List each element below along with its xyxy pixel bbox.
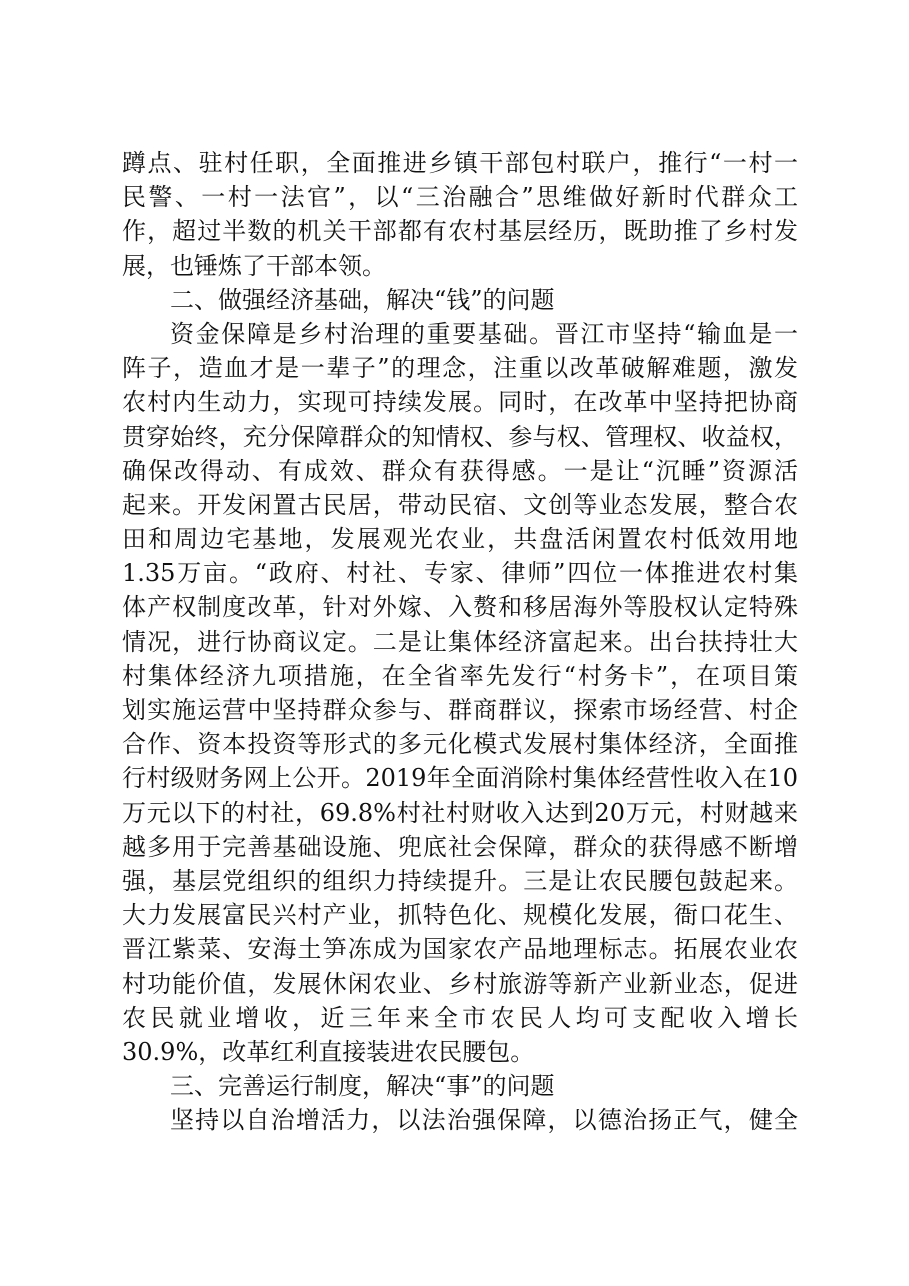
text-line: 村集体经济九项措施，在全省率先发行“村务卡”，在项目策 [122, 661, 798, 690]
text-line: 展，也锤炼了干部本领。 [122, 251, 386, 280]
text-line: 起来。开发闲置古民居，带动民宿、文创等业态发展，整合农 [122, 490, 798, 519]
text-line: 1.35万亩。“政府、村社、专家、律师”四位一体推进农村集 [122, 559, 798, 588]
text-line: 田和周边宅基地，发展观光农业，共盘活闲置农村低效用地 [122, 525, 798, 554]
text-line: 划实施运营中坚持群众参与、群商群议，探索市场经营、村企 [122, 696, 798, 724]
section-heading [122, 283, 798, 317]
paragraph [122, 1103, 798, 1137]
text-line: 农民就业增收，近三年来全市农民人均可支配收入增长 [122, 1003, 798, 1032]
text-line: 合作、资本投资等形式的多元化模式发展村集体经济，全面推 [122, 730, 798, 759]
heading-text: 二、做强经济基础，解决“钱”的问题 [170, 285, 555, 314]
paragraph [122, 146, 798, 283]
text-line: 阵子，造血才是一辈子”的理念，注重以改革破解难题，激发 [122, 354, 798, 383]
text-line: 强，基层党组织的组织力持续提升。三是让农民腰包鼓起来。 [122, 866, 798, 895]
text-line: 行村级财务网上公开。2019年全面消除村集体经营性收入在10 [122, 764, 798, 793]
text-line: 越多用于完善基础设施、兜底社会保障，群众的获得感不断增 [122, 832, 798, 861]
text-line: 确保改得动、有成效、群众有获得感。一是让“沉睡”资源活 [122, 456, 798, 485]
text-line: 万元以下的村社，69.8%村社村财收入达到20万元，村财越来 [122, 798, 798, 827]
document-page [122, 146, 798, 1137]
section-heading [122, 1069, 798, 1103]
text-line: 作，超过半数的机关干部都有农村基层经历，既助推了乡村发 [122, 217, 798, 246]
text-line: 体产权制度改革，针对外嫁、入赘和移居海外等股权认定特殊 [122, 593, 798, 622]
text-line: 坚持以自治增活力，以法治强保障，以德治扬正气，健全 [170, 1106, 798, 1135]
text-line: 晋江紫菜、安海土笋冻成为国家农产品地理标志。拓展农业农 [122, 935, 798, 964]
text-line: 村功能价值，发展休闲农业、乡村旅游等新产业新业态，促进 [122, 969, 798, 998]
text-line: 民警、一村一法官”，以“三治融合”思维做好新时代群众工 [122, 183, 798, 212]
text-line: 情况，进行协商议定。二是让集体经济富起来。出台扶持壮大 [122, 627, 798, 656]
text-line: 贯穿始终，充分保障群众的知情权、参与权、管理权、收益权， [122, 422, 798, 451]
heading-text: 三、完善运行制度，解决“事”的问题 [170, 1072, 555, 1101]
text-line: 蹲点、驻村任职，全面推进乡镇干部包村联户，推行“一村一 [122, 149, 798, 177]
text-line: 30.9%，改革红利直接装进农民腰包。 [122, 1037, 535, 1066]
text-line: 资金保障是乡村治理的重要基础。晋江市坚持“输血是一 [170, 319, 798, 348]
paragraph [122, 317, 798, 1069]
text-line: 农村内生动力，实现可持续发展。同时，在改革中坚持把协商 [122, 388, 798, 417]
text-line: 大力发展富民兴村产业，抓特色化、规模化发展，衙口花生、 [122, 901, 798, 930]
